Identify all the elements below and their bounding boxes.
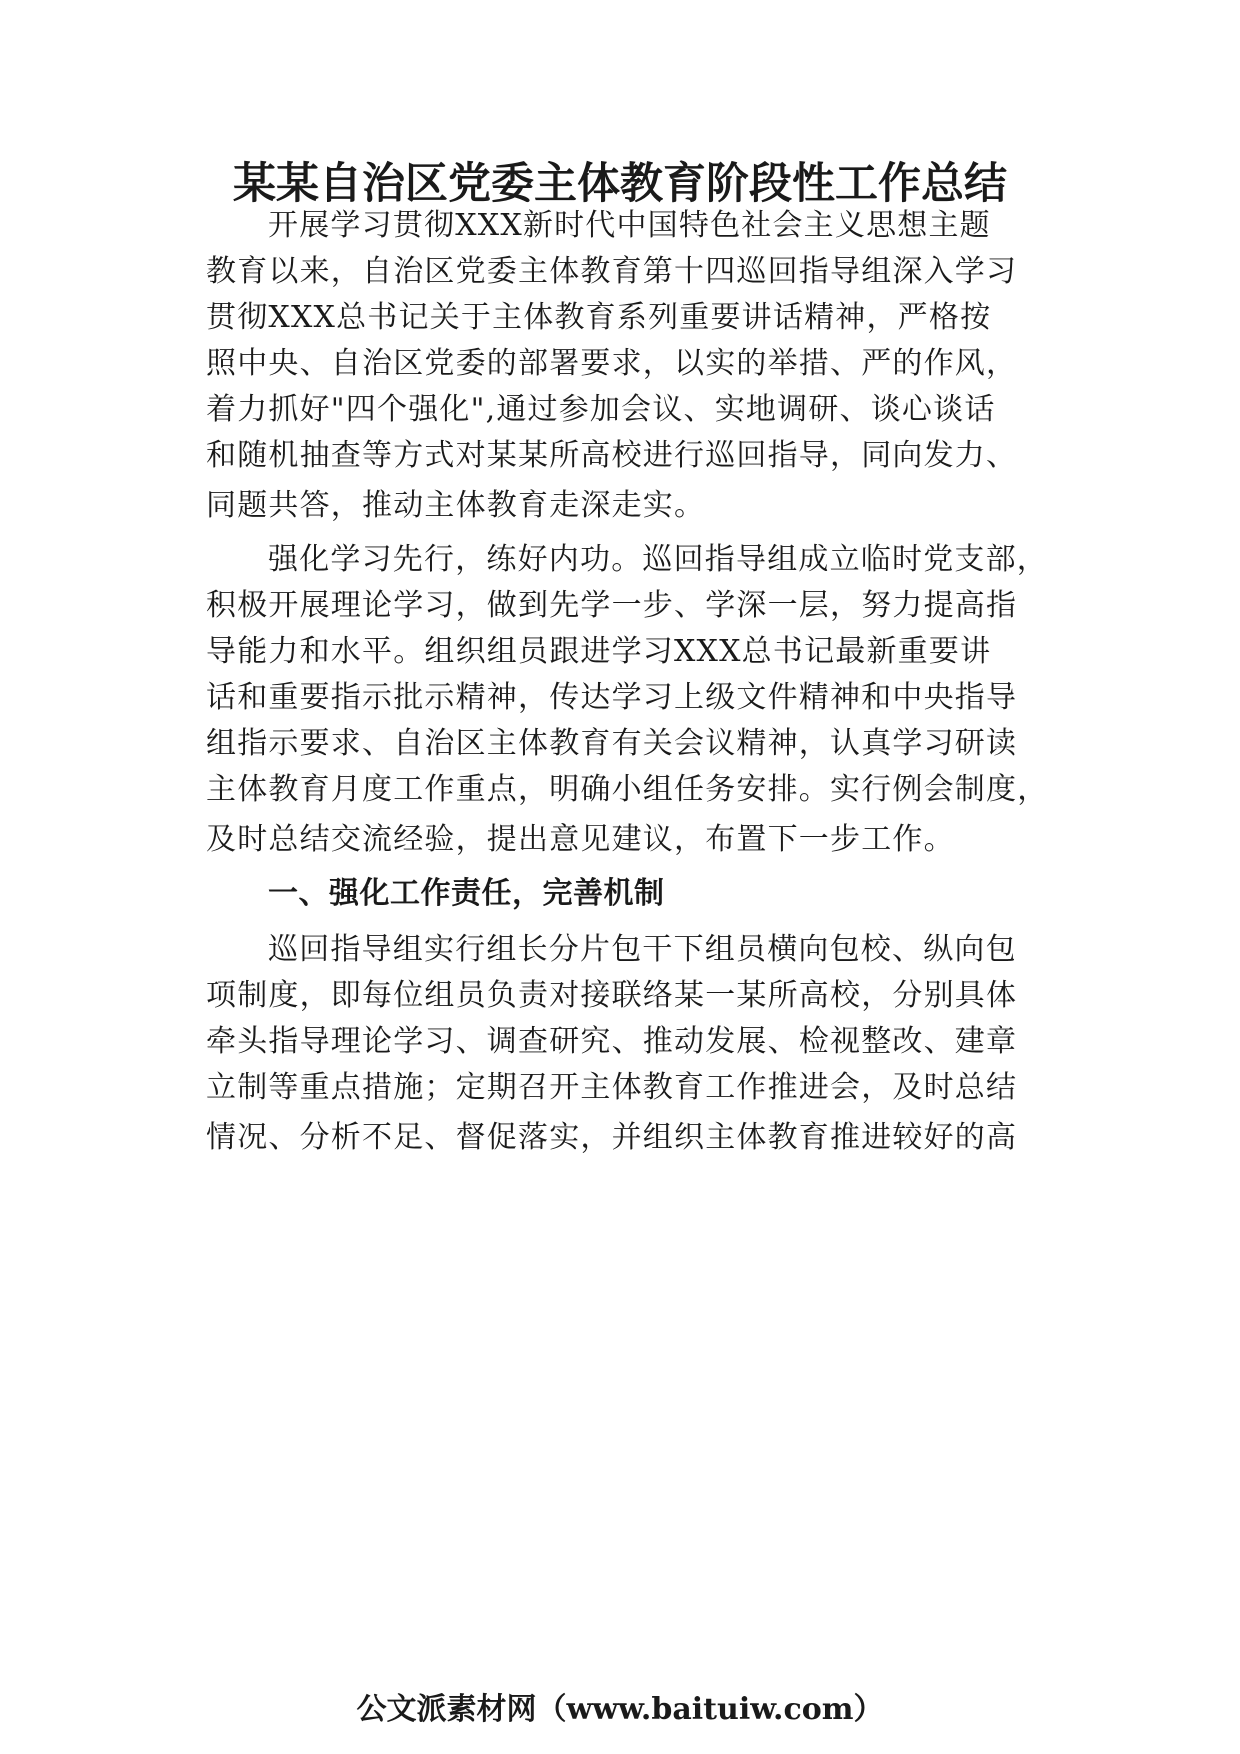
paragraph-line: 主体教育月度工作重点，明确小组任务安排。实行例会制度， (206, 772, 1049, 807)
paragraph-line: 积极开展理论学习，做到先学一步、学深一层，努力提高指 (206, 588, 1018, 623)
paragraph-line: 导能力和水平。组织组员跟进学习XXX总书记最新重要讲 (206, 634, 992, 669)
section-heading: 一、强化工作责任，完善机制 (268, 876, 665, 911)
paragraph-line: 组指示要求、自治区主体教育有关会议精神，认真学习研读 (206, 726, 1018, 761)
paragraph-line: 话和重要指示批示精神，传达学习上级文件精神和中央指导 (206, 680, 1018, 715)
paragraph-line: 着力抓好"四个强化",通过参加会议、实地调研、谈心谈话 (206, 392, 996, 427)
paragraph-line: 和随机抽查等方式对某某所高校进行巡回指导，同向发力、 (206, 438, 1018, 473)
paragraph-line: 照中央、自治区党委的部署要求，以实的举措、严的作风， (206, 346, 1018, 381)
paragraph-line: 教育以来，自治区党委主体教育第十四巡回指导组深入学习 (206, 254, 1018, 289)
paragraph-line: 及时总结交流经验，提出意见建议，布置下一步工作。 (206, 822, 955, 857)
footer-watermark: 公文派素材网（www.baituiw.com） (356, 1692, 884, 1727)
paragraph-line: 立制等重点措施；定期召开主体教育工作推进会，及时总结 (206, 1070, 1018, 1105)
paragraph-line: 巡回指导组实行组长分片包干下组员横向包校、纵向包 (268, 932, 1017, 967)
paragraph-line: 强化学习先行，练好内功。巡回指导组成立临时党支部， (268, 542, 1048, 577)
paragraph-line: 牵头指导理论学习、调查研究、推动发展、检视整改、建章 (206, 1024, 1018, 1059)
paragraph-line: 项制度，即每位组员负责对接联络某一某所高校，分别具体 (206, 978, 1018, 1013)
paragraph-line: 贯彻XXX总书记关于主体教育系列重要讲话精神，严格按 (206, 300, 992, 335)
paragraph-line: 同题共答，推动主体教育走深走实。 (206, 488, 706, 523)
paragraph-line: 情况、分析不足、督促落实，并组织主体教育推进较好的高 (206, 1120, 1018, 1155)
paragraph-line: 开展学习贯彻XXX新时代中国特色社会主义思想主题 (268, 208, 991, 243)
document-title: 某某自治区党委主体教育阶段性工作总结 (233, 159, 1007, 209)
